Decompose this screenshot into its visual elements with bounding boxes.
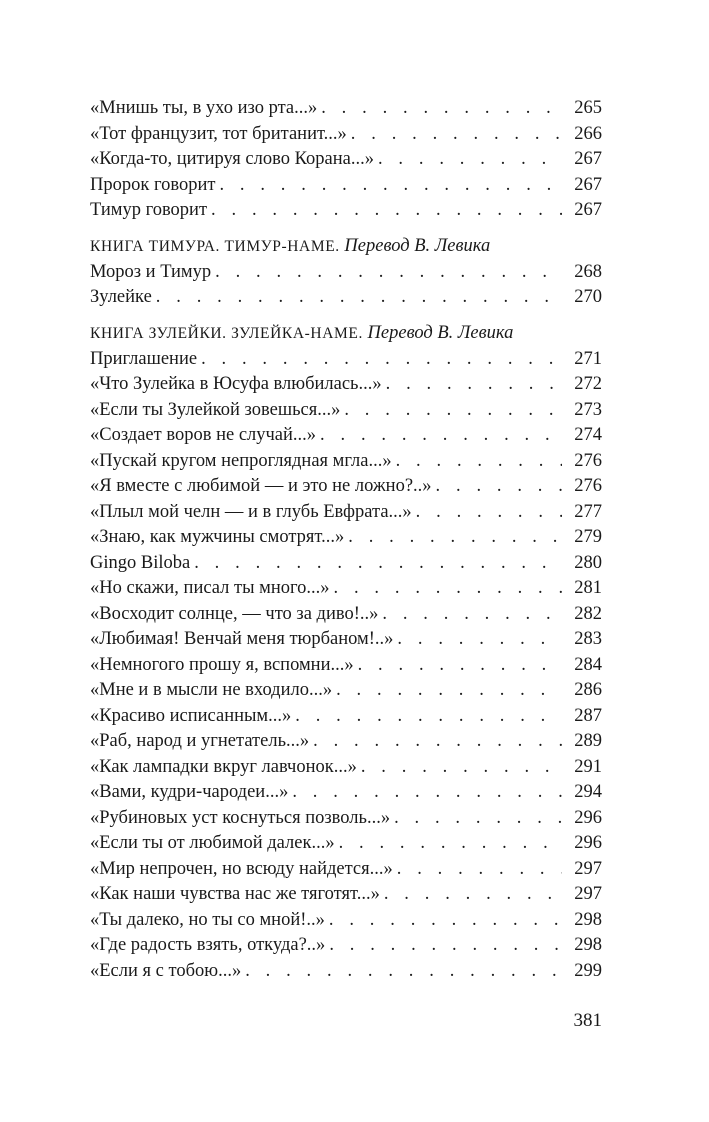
toc-entry-page: 273 <box>574 399 602 420</box>
toc-entry-page: 277 <box>574 501 602 522</box>
section-heading-translator: Перевод В. Левика <box>367 322 514 343</box>
toc-entry-page: 294 <box>574 782 602 802</box>
toc-entry <box>90 857 602 883</box>
toc-entry-page: 270 <box>574 287 602 307</box>
toc-entry-page: 267 <box>574 200 602 220</box>
toc-entry-page: 298 <box>574 935 602 955</box>
toc-entry <box>90 96 602 122</box>
toc-entry-page: 268 <box>574 261 602 282</box>
toc-entry <box>90 729 602 755</box>
dot-leader <box>348 525 562 551</box>
toc-entry <box>90 260 602 286</box>
toc-entry <box>90 882 602 908</box>
toc-entry-title: «Красиво исписанным...» <box>90 705 292 726</box>
toc-entry-title: «Мне и в мысли не входило...» <box>90 680 333 700</box>
toc-entry-title: «Как лампадки вкруг лавчонок...» <box>90 756 357 777</box>
dot-leader <box>394 806 562 832</box>
dot-leader <box>292 780 562 806</box>
toc-entry <box>90 780 602 806</box>
page-number: 381 <box>573 1010 602 1031</box>
toc-entry <box>90 576 602 602</box>
toc-entry <box>90 500 602 526</box>
toc-entry <box>90 653 602 679</box>
toc-entry-page: 276 <box>574 476 602 496</box>
toc-entry-title: «Если я с тобою...» <box>90 960 242 981</box>
toc-entry-title: «Пускай кругом непроглядная мгла...» <box>90 450 392 471</box>
toc-entry <box>90 755 602 781</box>
toc-entry-title: «Что Зулейка в Юсуфа влюбилась...» <box>90 374 382 394</box>
toc-entry <box>90 933 602 959</box>
toc-entry-title: «Когда-то, цитируя слово Корана...» <box>90 149 374 169</box>
toc-entry-page: 286 <box>574 680 602 700</box>
toc-entry-page: 283 <box>574 629 602 649</box>
dot-leader <box>295 704 562 730</box>
toc-entry-title: «Если ты Зулейкой зовешься...» <box>90 399 341 420</box>
toc-entry <box>90 474 602 500</box>
dot-leader <box>344 398 562 424</box>
toc-entry-page: 297 <box>574 884 602 904</box>
toc-entry-title: «Мнишь ты, в ухо изо рта...» <box>90 98 318 118</box>
toc-entry-title: «Восходит солнце, — что за диво!..» <box>90 603 379 624</box>
dot-leader <box>378 147 562 173</box>
toc-entry-title: «Рубиновых уст коснуться позволь...» <box>90 807 391 828</box>
dot-leader <box>384 882 562 908</box>
dot-leader <box>351 122 562 148</box>
toc-entry-page: 298 <box>574 909 602 930</box>
dot-leader <box>211 198 562 224</box>
dot-leader <box>320 423 562 449</box>
dot-leader <box>156 285 562 311</box>
dot-leader <box>416 500 562 526</box>
toc-entry-page: 279 <box>574 527 602 547</box>
dot-leader <box>382 602 562 628</box>
toc-entry-page: 296 <box>574 833 602 853</box>
toc-entry-title: «Тот французит, тот британит...» <box>90 123 347 144</box>
toc-entry-title: Пророк говорит <box>90 174 216 195</box>
toc-entry <box>90 198 602 224</box>
toc-entry-page: 267 <box>574 149 602 169</box>
dot-leader <box>329 908 562 934</box>
toc-entry-page: 265 <box>574 98 602 118</box>
toc-entry-title: «Раб, народ и угнетатель...» <box>90 731 310 751</box>
toc-entry-page: 284 <box>574 654 602 675</box>
toc-entry-title: «Любимая! Венчай меня тюрбаном!..» <box>90 629 394 649</box>
dot-leader <box>386 372 562 398</box>
toc-entry <box>90 122 602 148</box>
dot-leader <box>397 627 562 653</box>
toc-entry <box>90 423 602 449</box>
toc-entry <box>90 602 602 628</box>
toc-entry-title: «Вами, кудри-чародеи...» <box>90 782 289 802</box>
toc-entry-page: 289 <box>574 731 602 751</box>
toc-entry <box>90 831 602 857</box>
dot-leader <box>361 755 562 781</box>
toc-entry <box>90 806 602 832</box>
toc-entry <box>90 959 602 985</box>
toc-entry <box>90 147 602 173</box>
dot-leader <box>321 96 562 122</box>
toc-entry-title: «Создает воров не случай...» <box>90 425 317 445</box>
section-spacer <box>90 224 602 233</box>
toc-entry-page: 287 <box>574 705 602 726</box>
toc-entry <box>90 908 602 934</box>
toc-entry <box>90 372 602 398</box>
dot-leader <box>219 173 562 199</box>
toc-entry-title: «Я вместе с любимой — и это не ложно?..» <box>90 476 432 496</box>
toc-entry-title: Приглашение <box>90 348 198 369</box>
toc-entry-page: 266 <box>574 123 602 144</box>
toc-entry-title: «Если ты от любимой далек...» <box>90 833 335 853</box>
toc-entry-page: 274 <box>574 425 602 445</box>
dot-leader <box>194 551 562 577</box>
toc-entry <box>90 525 602 551</box>
toc-entry-title: «Мир непрочен, но всюду найдется...» <box>90 858 393 879</box>
toc-entry-page: 281 <box>574 578 602 598</box>
dot-leader <box>436 474 562 500</box>
dot-leader <box>201 347 562 373</box>
section-heading-title: КНИГА ЗУЛЕЙКИ. ЗУЛЕЙКА-НАМЕ. <box>90 324 363 342</box>
toc-entry-page: 299 <box>574 960 602 981</box>
section-spacer <box>90 311 602 320</box>
dot-leader <box>329 933 562 959</box>
toc-entry-page: 267 <box>574 174 602 195</box>
toc-entry-title: «Ты далеко, но ты со мной!..» <box>90 909 325 930</box>
toc-entry-page: 291 <box>574 756 602 777</box>
toc-entry-title: Gingo Biloba <box>90 552 191 573</box>
dot-leader <box>339 831 562 857</box>
dot-leader <box>396 449 562 475</box>
toc-entry <box>90 173 602 199</box>
section-heading <box>90 320 602 347</box>
dot-leader <box>245 959 562 985</box>
toc-entry-title: «Как наши чувства нас же тяготят...» <box>90 884 380 904</box>
toc-entry-title: Тимур говорит <box>90 200 208 220</box>
toc-entry <box>90 449 602 475</box>
toc-entry <box>90 347 602 373</box>
section-heading <box>90 233 602 260</box>
toc-entry-title: «Но скажи, писал ты много...» <box>90 578 330 598</box>
dot-leader <box>313 729 562 755</box>
dot-leader <box>358 653 562 679</box>
toc-entry-title: «Знаю, как мужчины смотрят...» <box>90 527 345 547</box>
toc-entry-title: «Где радость взять, откуда?..» <box>90 935 326 955</box>
dot-leader <box>397 857 562 883</box>
section-heading-title: КНИГА ТИМУРА. ТИМУР-НАМЕ. <box>90 237 340 255</box>
toc-entry-title: Зулейке <box>90 287 152 307</box>
dot-leader <box>336 678 562 704</box>
toc-entry-page: 272 <box>574 374 602 394</box>
toc-entry <box>90 627 602 653</box>
toc-entry-title: «Плыл мой челн — и в глубь Евфрата...» <box>90 501 412 522</box>
toc-entry <box>90 551 602 577</box>
section-heading-translator: Перевод В. Левика <box>344 235 491 256</box>
table-of-contents <box>90 96 602 984</box>
toc-entry-page: 276 <box>574 450 602 471</box>
toc-entry-page: 282 <box>574 603 602 624</box>
toc-entry <box>90 704 602 730</box>
toc-entry-title: «Немногого прошу я, вспомни...» <box>90 654 354 675</box>
toc-entry-title: Мороз и Тимур <box>90 261 212 282</box>
dot-leader <box>334 576 562 602</box>
dot-leader <box>215 260 562 286</box>
toc-entry-page: 271 <box>574 348 602 369</box>
toc-entry-page: 296 <box>574 807 602 828</box>
toc-entry <box>90 678 602 704</box>
toc-entry-page: 280 <box>574 552 602 573</box>
toc-entry-page: 297 <box>574 858 602 879</box>
toc-entry <box>90 285 602 311</box>
toc-entry <box>90 398 602 424</box>
